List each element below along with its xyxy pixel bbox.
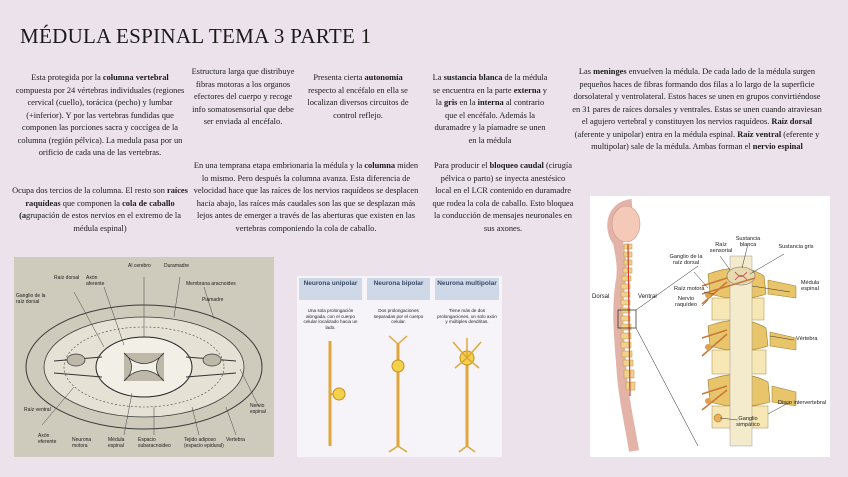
fig1-label-tejido: Tejido adiposo (espacio epidural) — [184, 437, 224, 449]
neuron-desc-multipolar: Tiene más de dos prolongaciones, un solo axón y múltiples dendritas. — [437, 308, 497, 325]
neuron-header-unipolar: Neurona unipolar — [303, 280, 358, 287]
fig1-label-duramadre: Duramadre — [164, 263, 190, 269]
neuron-desc-unipolar: Una sola prolongación alongada, con el cuerpo celular localizado hacia un lado. — [303, 308, 358, 330]
text-run: envuelven la médula. De cada lado de la médula surgen pequeños haces de fibras formando dos filas a lo largo de la superficie dorsolateral y ventrolateral. Estos haces se unen en grupos convirtiéndose en 31 pares de raíces dorsales y ventrales. Estas se unen cuando atraviesan el agujero vertebral y constituyen los nervios raquídeos. — [572, 67, 822, 126]
text-run: autonomía — [364, 73, 403, 82]
text-run: La — [432, 73, 444, 82]
fig1-label-vertebra: Vertebra — [226, 437, 245, 443]
text-run: nervio espinal — [752, 142, 803, 151]
fig1-label-axon-eferente: Axón eferente — [38, 433, 57, 445]
text-block-proteccion — [14, 72, 186, 160]
fig3-label-medula-espinal: Médula espinal — [800, 280, 820, 293]
fig3-label-disco: Disco intervertebral — [777, 400, 827, 406]
text-run: Raíz ventral — [737, 129, 782, 139]
neuron-desc-bipolar: Dos prolongaciones separadas por el cuerpo celular. — [373, 308, 424, 325]
text-run: miden lo mismo. Pero después la columna avanza. Esta diferencia de velocidad hace que las raíces de los nervios raquídeos se desplacen hacia abajo, las raíces más caudales son las que se desplazan más lejos antes de emerger a través de las aberturas que existen en las vertebras componiendo la cola de caballo. — [193, 161, 419, 233]
fig3-label-ganglio-simpatico: Ganglio simpático — [736, 416, 760, 429]
fig3-label-ganglio: Ganglio de la raíz dorsal — [669, 254, 703, 267]
fig3-label-sustancia-gris: Sustancia gris — [778, 244, 814, 250]
fig1-label-piamadre: Piamadre — [202, 297, 224, 303]
text-block-sustancia — [430, 72, 550, 147]
text-block-estructura — [190, 66, 296, 129]
fig3-label-dorsal: Dorsal — [592, 294, 610, 300]
neuron-header-multipolar: Neurona multipolar — [437, 280, 497, 287]
text-run: externa — [513, 85, 541, 95]
fig1-label-medula: Médula espinal — [108, 437, 125, 449]
text-run: grupación de estos nervios en el extremo de la médula espinal) — [26, 211, 181, 233]
fig3-label-raiz-motora: Raíz motora — [674, 286, 705, 292]
spinal-cord-cross-section-figure — [14, 257, 274, 457]
text-run: Ocupa dos tercios de la columna. El resto son — [12, 186, 167, 195]
text-run: sustancia blanca — [443, 73, 503, 82]
text-run: (cirugía pélvica o parto) se inyecta anestésico local en el LCR contenido en duramadre que rodea la cola de caballo. Esto bloquea la conducción de mensajes neuronales en sus axones. — [432, 161, 574, 233]
fig1-label-axon-aferente: Axón aferente — [86, 275, 105, 287]
fig3-label-vertebra: Vértebra — [796, 336, 818, 342]
text-run: Presenta cierta — [313, 73, 365, 82]
text-run: columna — [364, 161, 396, 170]
text-block-embrionaria — [192, 160, 420, 235]
fig3-label-raiz-sensorial: Raíz sensorial — [709, 242, 733, 255]
text-run: columna vertebral — [102, 73, 169, 82]
text-run: (aferente y unipolar) entra en la médula espinal. — [574, 129, 738, 139]
text-run: meninges — [593, 67, 627, 76]
text-run: respecto al encéfalo en ella se localizan diversos circuitos de control reflejo. — [307, 85, 409, 120]
text-run: gris — [443, 98, 458, 107]
fig1-label-raiz-dorsal: Raíz dorsal — [54, 275, 80, 281]
text-run: bloqueo caudal — [489, 161, 544, 170]
text-run: raíces raquídeas — [25, 186, 188, 208]
text-run: Para producir el — [434, 161, 490, 170]
text-run: cola de caballo (a — [19, 198, 175, 220]
text-run: de la médula se encuentra en la parte — [433, 73, 548, 95]
neuron-header-bipolar: Neurona bipolar — [373, 280, 424, 287]
text-run: Las — [578, 67, 594, 76]
neuron-types-figure — [297, 276, 502, 457]
text-block-cola-caballo — [12, 185, 188, 235]
fig3-label-ventral: Ventral — [638, 294, 657, 300]
text-run: que componen la — [60, 198, 123, 208]
text-run: (eferente y multipolar) sale de la médula. Ambas forman el — [591, 129, 820, 151]
spine-anatomy-figure — [590, 196, 830, 457]
fig1-label-neurona-motora: Neurona motora — [72, 437, 92, 449]
text-run: compuesta por 24 vértebras individuales (regiones cervical (cuello), torácica (pecho) y lumbar (+inferior). Y por las vertebras fundidas que componen las porciones sacra y coccígea de la columna (región pélvica). La medula pasa por un orificio de cada una de las vertebras. — [15, 85, 185, 157]
fig1-label-ganglio: Ganglio de la raíz dorsal — [16, 293, 46, 305]
text-block-bloqueo-caudal — [432, 160, 574, 235]
fig3-label-sustancia-blanca: Sustancia blanca — [735, 236, 761, 249]
fig1-label-aracnoides: Membrana aracnoides — [186, 281, 236, 287]
text-run: interna — [477, 98, 504, 107]
page-title: MÉDULA ESPINAL TEMA 3 PARTE 1 — [20, 24, 372, 48]
text-block-autonomia — [303, 72, 413, 122]
text-run: En una temprana etapa embrionaria la médula y la — [193, 161, 365, 170]
text-run: Estructura larga que distribuye fibras motoras a los organos efectores del cuerpo y recoge info somatosensorial que debe ser enviada al encéfalo. — [191, 67, 295, 126]
fig1-label-al-cerebro: Al cerebro — [128, 263, 151, 269]
text-block-meninges — [572, 66, 822, 154]
fig3-label-nervio-raquideo: Nervio raquídeo — [674, 296, 698, 309]
fig1-label-nervio: Nervio espinal — [250, 403, 266, 415]
text-run: en la — [457, 98, 478, 107]
text-run: Raíz dorsal — [771, 117, 813, 126]
text-run: Esta protegida por la — [31, 73, 103, 82]
text-run: y la — [435, 85, 547, 107]
fig1-label-raiz-ventral: Raíz ventral — [24, 407, 51, 413]
text-run: al contrario que el encéfalo. Además la duramadre y la píamadre se unen en la médula — [434, 98, 546, 145]
fig1-label-espacio-sub: Espacio subaracnoideo — [138, 437, 171, 449]
